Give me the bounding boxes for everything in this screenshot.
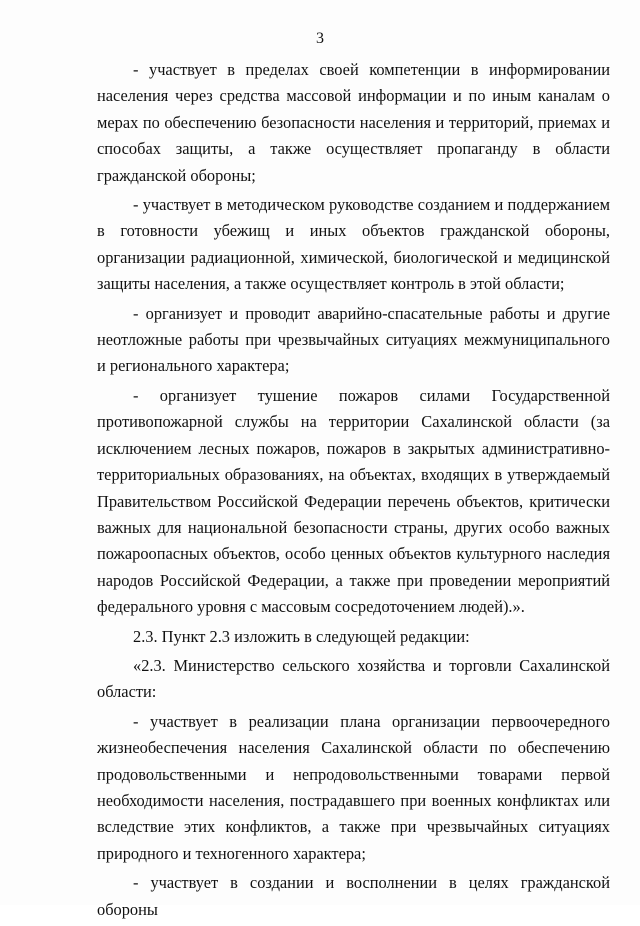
paragraph-3: - организует и проводит аварийно-спасательные работы и другие неотложные работы при чрезвычайных ситуациях межмуниципального и регионального характера; <box>97 303 610 376</box>
paragraph-2: - участвует в методическом руководстве созданием и поддержанием в готовности убежищ и иных объектов гражданской обороны, организации радиационной, химической, биологической и медицинской защиты населения, а также осуществляет контроль в этой области; <box>97 195 610 294</box>
paragraph-6: «2.3. Министерство сельского хозяйства и торговли Сахалинской области: <box>97 655 610 702</box>
paragraph-5: 2.3. Пункт 2.3 изложить в следующей редакции: <box>133 626 470 646</box>
document-text <box>97 57 610 926</box>
page-number: 3 <box>316 30 324 47</box>
paragraph-7: - участвует в реализации плана организации первоочередного жизнеобеспечения населения Сахалинской области по обеспечению продовольственными и непродовольственными товарами первой необходимости населения, пострадавшего при военных конфликтах или вследствие этих конфликтов, а также при чрезвычайных ситуациях природного и техногенного характера; <box>97 711 610 863</box>
paragraph-4: - организует тушение пожаров силами Государственной противопожарной службы на территории Сахалинской области (за исключением лесных пожаров, пожаров в закрытых административно-территориальных образованиях, на объектах, входящих в утверждаемый Правительством Российской Федерации перечень объектов, критически важных для национальной безопасности страны, других особо важных пожароопасных объектов, особо ценных объектов культурного наследия народов Российской Федерации, а также при проведении мероприятий федерального уровня с массовым сосредоточением людей).». <box>97 385 610 617</box>
paragraph-8: - участвует в создании и восполнении в целях гражданской обороны <box>97 873 610 919</box>
paragraph-1: - участвует в пределах своей компетенции в информировании населения через средства массовой информации и по иным каналам о мерах по обеспечению безопасности населения и территорий, приемах и способах защиты, а также осуществляет пропаганду в области гражданской обороны; <box>97 60 610 185</box>
